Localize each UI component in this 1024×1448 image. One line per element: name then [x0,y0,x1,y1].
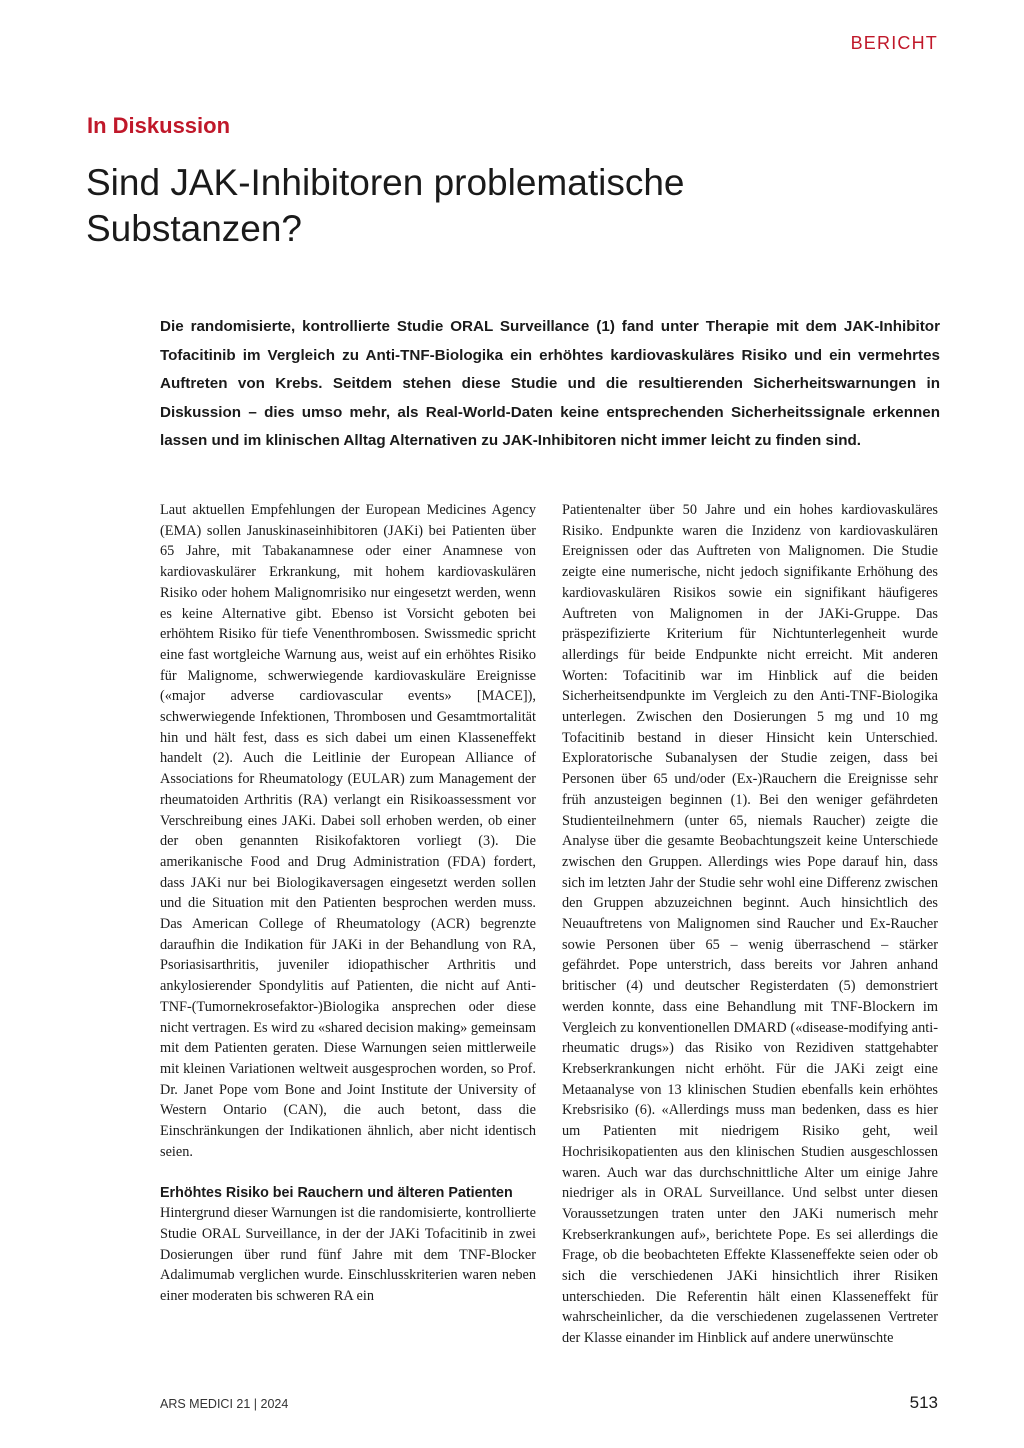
article-kicker: In Diskussion [87,113,231,138]
article-title: Sind JAK-Inhibitoren problematische Substanzen? [86,162,685,249]
body-paragraph: Laut aktuellen Empfehlungen der European Medicines Agency (EMA) sollen Januskinaseinhibitoren (JAKi) bei Patienten über 65 Jahre, mit Tabakanamnese oder einer Anamnese von kardiovaskulärer Erkrankung, mit hohem kardiovaskulären Risiko oder hohem Malignomrisiko nur eingesetzt werden, wenn es keine Alternative gibt. Ebenso ist Vorsicht geboten bei erhöhtem Risiko für tiefe Venenthrombosen. Swissmedic spricht eine fast wortgleiche Warnung aus, weist auf ein erhöhtes Risiko für Malignome, schwerwiegende kardiovaskuläre Ereignisse («major adverse cardiovascular events» [MACE]), schwerwiegende Infektionen, Thrombosen und Gesamtmortalität hin und hält fest, dass es sich dabei um einen Klasseneffekt handelt (2). Auch die Leitlinie der European Alliance of Associations for Rheumatology (EULAR) zum Management der rheumatoiden Arthritis (RA) verlangt ein Risikoassessment vor Verschreibung eines JAKi. Dabei soll erhoben werden, ob einer der oben genannten Risikofaktoren vorliegt (3). Die amerikanische Food and Drug Administration (FDA) fordert, dass JAKi nur bei Biologikaversagen eingesetzt werden sollen und die Situation mit den Patienten besprochen werden muss. Das American College of Rheumatology (ACR) begrenzte daraufhin die Indikation für JAKi in der Behandlung von RA, Psoriasisarthritis, juveniler idiopathischer Arthritis und ankylosierender Spondylitis auf Patienten, die nicht auf Anti-TNF-(Tumornekrosefaktor-)Biologika ansprechen oder diese nicht vertragen. Es wird zu «shared decision making» gemeinsam mit dem Patienten geraten. Diese Warnungen seien mittlerweile mit kleinen Variationen weltweit ausgesprochen worden, so Prof. Dr. Janet Pope vom Bone and Joint Institute der University of Western Ontario (CAN), die auch betont, dass die Einschränkungen der Indikationen ähnlich, aber nicht identisch seien. [160,502,536,1160]
article-lead: Die randomisierte, kontrollierte Studie ORAL Surveillance (1) fand unter Therapie mit dem JAK-Inhibitor Tofacitinib im Vergleich zu Anti-TNF-Biologika ein erhöhtes kardiovaskuläres Risiko und ein vermehrtes Auftreten von Krebs. Seitdem stehen diese Studie und die resultierenden Sicherheitswarnungen in Diskussion – dies umso mehr, als Real-World-Daten keine entsprechenden Sicherheitssignale erkennen lassen und im klinischen Alltag Alternativen zu JAK-Inhibitoren nicht immer leicht zu finden sind. [160,318,940,450]
body-paragraph: Hintergrund dieser Warnungen ist die randomisierte, kontrollierte Studie ORAL Surveillance, in der der JAKi Tofacitinib in zwei Dosierungen über rund fünf Jahre mit dem TNF-Blocker Adalimumab verglichen wurde. Einschlusskriterien waren neben einer moderaten bis schweren RA ein [160,1205,536,1305]
section-subheading: Erhöhtes Risiko bei Rauchern und älteren Patienten [160,1184,513,1201]
text-column-left [160,500,536,1307]
body-paragraph: Patientenalter über 50 Jahre und ein hohes kardiovaskuläres Risiko. Endpunkte waren die Inzidenz von kardiovaskulären Ereignissen oder das Auftreten von Malignomen. Die Studie zeigte eine numerische, nicht jedoch signifikante Erhöhung des kardiovaskulären Risikos sowie ein signifikant häufigeres Auftreten von Malignomen in der JAKi-Gruppe. Das präspezifizierte Kriterium für Nichtunterlegenheit wurde allerdings für beide Endpunkte nicht erreicht. Mit anderen Worten: Tofacitinib war im Hinblick auf die beiden Sicherheitsendpunkte im Vergleich zu den Anti-TNF-Biologika unterlegen. Zwischen den Dosierungen 5 mg und 10 mg Tofacitinib bestand in dieser Hinsicht kein Unterschied. Exploratorische Subanalysen der Studie zeigen, dass bei Personen über 65 und/oder (Ex-)Rauchern die Ereignisse sehr früh anzusteigen beginnen (1). Bei den weniger gefährdeten Studienteilnehmern (unter 65, niemals Raucher) zeigte die Analyse über die gesamte Beobachtungszeit keine Unterschiede zwischen den Gruppen. Allerdings wies Pope darauf hin, dass sich im letzten Jahr der Studie sehr wohl eine Differenz zwischen den Gruppen abzuzeichnen beginnt. Auch hinsichtlich des Neuauftretens von Malignomen sind Raucher und Ex-Raucher sowie Personen über 65 – wenig überraschend – stärker gefährdet. Pope unterstrich, dass bereits vor Jahren anhand britischer (4) und deutscher Registerdaten (5) demonstriert werden konnte, dass eine Behandlung mit TNF-Blockern im Vergleich zu konventionellen DMARD («disease-modifying anti-rheumatic drugs») das Risiko von Rezidiven stattgehabter Krebserkrankungen nicht erhöht. Für die JAKi zeigt eine Metaanalyse von 13 klinischen Studien ebenfalls kein erhöhtes Krebsrisiko (6). «Allerdings muss man bedenken, dass es hier um Patienten mit niedrigem Risiko geht, weil Hochrisikopatienten aus den klinischen Studien ausgeschlossen waren. Auch war das durchschnittliche Alter um einige Jahre niedriger als in ORAL Surveillance. Und selbst unter diesen Voraussetzungen traten unter den JAKi numerisch mehr Krebserkrankungen auf», berichtete Pope. Es sei allerdings die Frage, ob die beobachteten Effekte Klasseneffekte seien oder ob sich die verschiedenen JAKi hinsichtlich ihrer Risiken unterschieden. Die Referentin hält einen Klasseneffekt für wahrscheinlicher, da die verschiedenen zugelassenen Vertreter der Klasse einander im Hinblick auf andere unerwünschte [562,502,938,1347]
text-column-right [562,500,938,1349]
journal-footer: ARS MEDICI 21 | 2024 [160,1397,289,1411]
page-number: 513 [909,1393,938,1412]
section-label: BERICHT [850,33,938,53]
